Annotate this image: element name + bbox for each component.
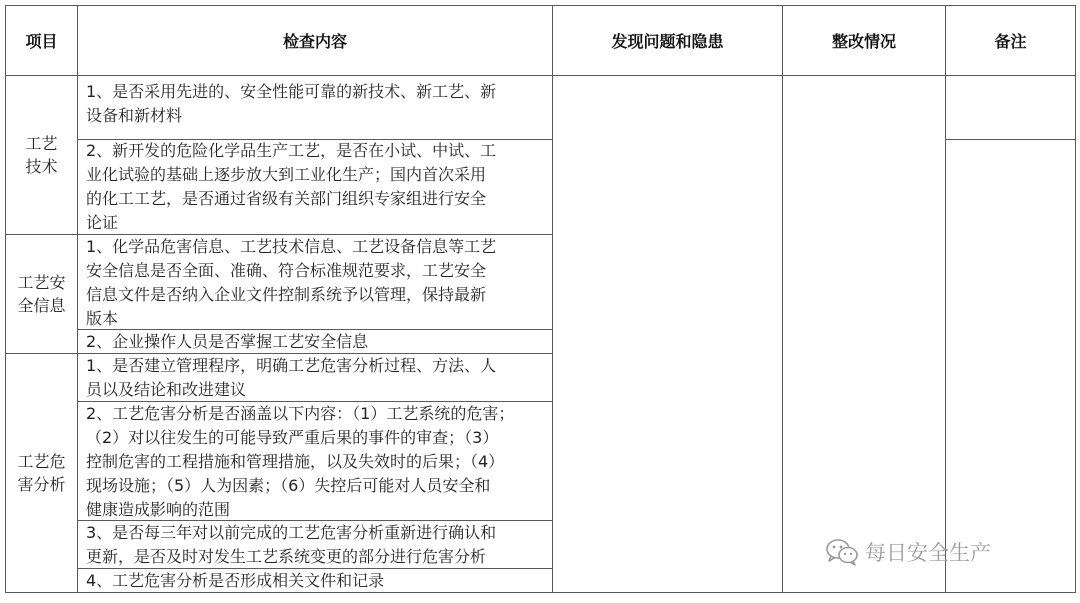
check-item-line: （2）对以往发生的可能导致严重后果的事件的审查；（3） [86,428,499,447]
check-item [78,330,552,353]
category-label: 工艺安 [17,273,66,292]
check-item-line: 2、新开发的危险化学品生产工艺，是否在小试、中试、工 [86,141,497,160]
issues-cell[interactable] [553,76,782,592]
check-item [78,139,552,234]
check-item-line: 健康造成影响的范围 [86,500,231,519]
check-item-line: 4、工艺危害分析是否形成相关文件和记录 [86,571,385,590]
check-item-line: 信息文件是否纳入企业文件控制系统予以管理，保持最新 [86,285,487,304]
remarks-cell[interactable] [946,140,1075,592]
check-item [78,402,552,520]
check-item-line: 更新，是否及时对发生工艺系统变更的部分进行危害分析 [86,547,487,566]
category-label: 全信息 [17,296,66,315]
category-cell [6,354,77,592]
category-label: 技术 [25,157,58,176]
check-item [78,569,552,592]
category-cell [6,235,77,353]
check-item-line: 设备和新材料 [86,106,183,125]
check-item-line: 安全信息是否全面、准确、符合标准规范要求，工艺安全 [86,261,487,280]
watermark [825,537,991,567]
check-item-line: 现场设施；（5）人为因素；（6）失控后可能对人员安全和 [86,476,491,495]
check-item-line: 版本 [86,309,119,328]
check-item [78,80,552,138]
header-item: 项目 [25,32,58,51]
check-item [78,235,552,329]
rectify-cell[interactable] [783,76,945,592]
header-content: 检查内容 [282,32,347,51]
category-label: 害分析 [17,475,66,494]
category-cell [6,76,77,234]
check-item-line: 论证 [86,213,119,232]
header-issues: 发现问题和隐患 [611,32,724,51]
check-item [78,521,552,568]
watermark-text: 每日安全生产 [865,541,991,565]
check-item-line: 1、化学品危害信息、工艺技术信息、工艺设备信息等工艺 [86,237,497,256]
header-remarks: 备注 [994,32,1027,51]
col-border-right [1075,5,1076,593]
check-item-line: 2、工艺危害分析是否涵盖以下内容：（1）工艺系统的危害； [86,404,515,423]
check-item-line: 1、是否建立管理程序，明确工艺危害分析过程、方法、人 [86,356,497,375]
check-item [78,354,552,401]
remarks-cell[interactable] [946,76,1075,139]
category-label: 工艺 [25,134,58,153]
check-item-line: 2、企业操作人员是否掌握工艺安全信息 [86,332,369,351]
header-rectify: 整改情况 [831,32,896,51]
category-label: 工艺危 [17,452,66,471]
wechat-icon [825,538,859,566]
check-item-line: 的化工工艺，是否通过省级有关部门组织专家组进行安全 [86,189,487,208]
check-item-line: 3、是否每三年对以前完成的工艺危害分析重新进行确认和 [86,523,497,542]
check-item-line: 业化试验的基础上逐步放大到工业化生产；国内首次采用 [86,165,487,184]
check-item-line: 员以及结论和改进建议 [86,380,247,399]
check-item-line: 控制危害的工程措施和管理措施，以及失效时的后果；（4） [86,452,505,471]
check-item-line: 1、是否采用先进的、安全性能可靠的新技术、新工艺、新 [86,82,497,101]
